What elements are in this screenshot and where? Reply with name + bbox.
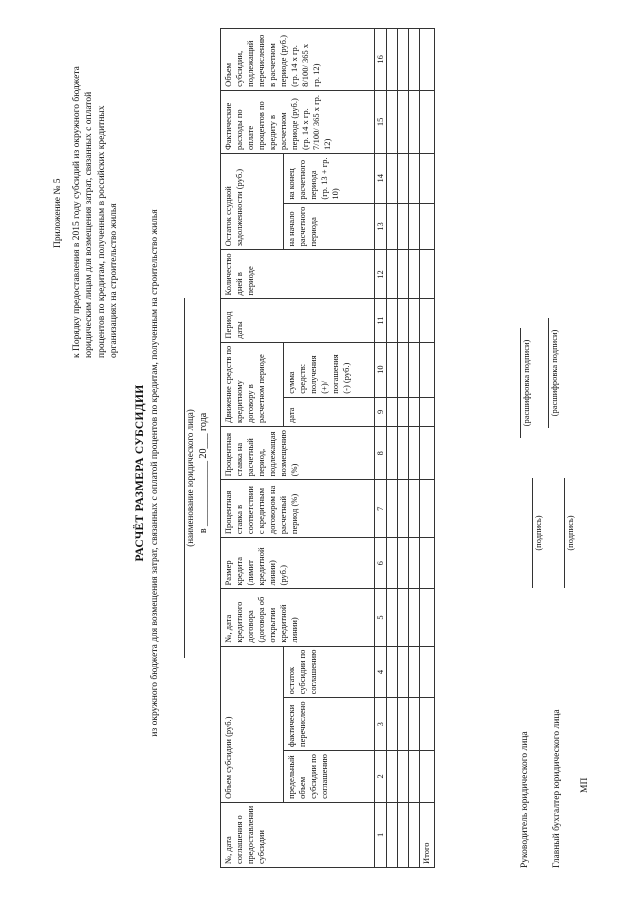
column-number: 10	[375, 342, 387, 397]
document-subtitle: из окружного бюджета для возмещения затрат, связанных с оплатой процентов по кредитам, полученным на строительство жилья	[150, 209, 160, 737]
column-number: 16	[375, 29, 387, 91]
accountant-decode-caption: (расшифровка подписи)	[549, 329, 559, 417]
header-period-dates: Период даты	[221, 299, 375, 342]
subsidy-calc-table	[220, 28, 435, 868]
column-number: 13	[375, 203, 387, 250]
header-interest-rate: Процентная ставка в соответствии с кредитным договором на расчетный период (%)	[221, 480, 375, 538]
column-number: 4	[375, 646, 387, 698]
column-number: 9	[375, 397, 387, 426]
header-agreement: №, дата соглашения о предоставлении субсидии	[221, 802, 375, 867]
column-number: 14	[375, 153, 387, 203]
rotated-sheet	[24, 8, 624, 888]
header-days-count: Количество дней в периоде	[221, 250, 375, 299]
header-volume-paid: фактически перечислено	[284, 698, 375, 751]
head-decode-caption: (расшифровка подписи)	[521, 339, 531, 427]
period-blank-year: ___	[198, 433, 209, 449]
column-number: 11	[375, 299, 387, 342]
period-blank-month: _____________	[198, 460, 209, 526]
appendix-block	[52, 58, 121, 358]
header-movement-date: дата	[284, 397, 375, 426]
column-number: 1	[375, 802, 387, 867]
total-label: Итого	[420, 802, 435, 867]
period-year-prefix: 20	[198, 448, 209, 459]
column-number: 15	[375, 90, 387, 153]
header-volume-limit: предельный объем субсидии по соглашению	[284, 750, 375, 802]
header-credit-size: Размер кредита (лимит кредитной линии) (руб.)	[221, 538, 375, 589]
column-number: 8	[375, 427, 387, 480]
header-funds-movement: Движение средств по кредитному договору в расчетном периоде	[221, 342, 284, 426]
period-suffix: года	[198, 412, 209, 431]
accountant-signature-label: Главный бухгалтер юридического лица	[552, 709, 562, 868]
column-number: 6	[375, 538, 387, 589]
column-number: 3	[375, 698, 387, 751]
appendix-text: к Порядку предоставления в 2015 году субсидий из окружного бюджета юридическим лицам для возмещения затрат, связанных с оплатой процентов по кредитам, полученным в российских кредитных организациях на строительство жилья	[71, 66, 119, 358]
column-number: 7	[375, 480, 387, 538]
header-subsidy-volume: Объем субсидии (руб.)	[221, 646, 284, 802]
header-volume-rest: остаток субсидии по соглашению	[284, 646, 375, 698]
column-number: 12	[375, 250, 387, 299]
document-title: РАСЧЁТ РАЗМЕРА СУБСИДИИ	[134, 384, 146, 562]
header-movement-sum: сумма средств: получения (+)/ погашения (-) (руб.)	[284, 342, 375, 397]
header-debt-end: на конец расчетного периода (гр. 13 + гр. 10)	[284, 153, 375, 203]
org-name-caption: (наименование юридического лица)	[185, 409, 195, 547]
table-row	[409, 29, 420, 868]
table-row	[387, 29, 398, 868]
column-number-row	[375, 29, 387, 868]
header-actual-interest: Фактические расходы по оплате процентов по кредиту в расчетном периоде (руб.) (гр. 14 х гр. 7/100/ 365 х гр. 12)	[221, 90, 375, 153]
appendix-title: Приложение № 5	[53, 178, 63, 248]
period-prefix: в	[198, 528, 209, 534]
head-sign-caption: (подпись)	[533, 515, 543, 551]
column-number: 2	[375, 750, 387, 802]
table-row	[398, 29, 409, 868]
column-number: 5	[375, 589, 387, 646]
head-signature-label: Руководитель юридического лица	[520, 731, 530, 868]
period-line	[198, 58, 209, 888]
stamp-place-label: МП	[580, 777, 590, 793]
accountant-sign-caption: (подпись)	[565, 515, 575, 551]
header-subsidy-due: Объем субсидии, подлежащий перечислению в расчетном периоде (руб.) (гр. 14 х гр. 8/100/ 365 х гр. 12)	[221, 29, 375, 91]
total-row	[420, 29, 435, 868]
header-credit-agreement: №, дата кредитного договора (договора об открытии кредитной линии)	[221, 589, 375, 646]
header-refund-rate: Процентная ставка на расчетный период, подлежащая возмещению (%)	[221, 427, 375, 480]
header-debt-start: на начало расчетного периода	[284, 203, 375, 250]
header-debt-balance: Остаток ссудной задолженности (руб.)	[221, 153, 284, 249]
